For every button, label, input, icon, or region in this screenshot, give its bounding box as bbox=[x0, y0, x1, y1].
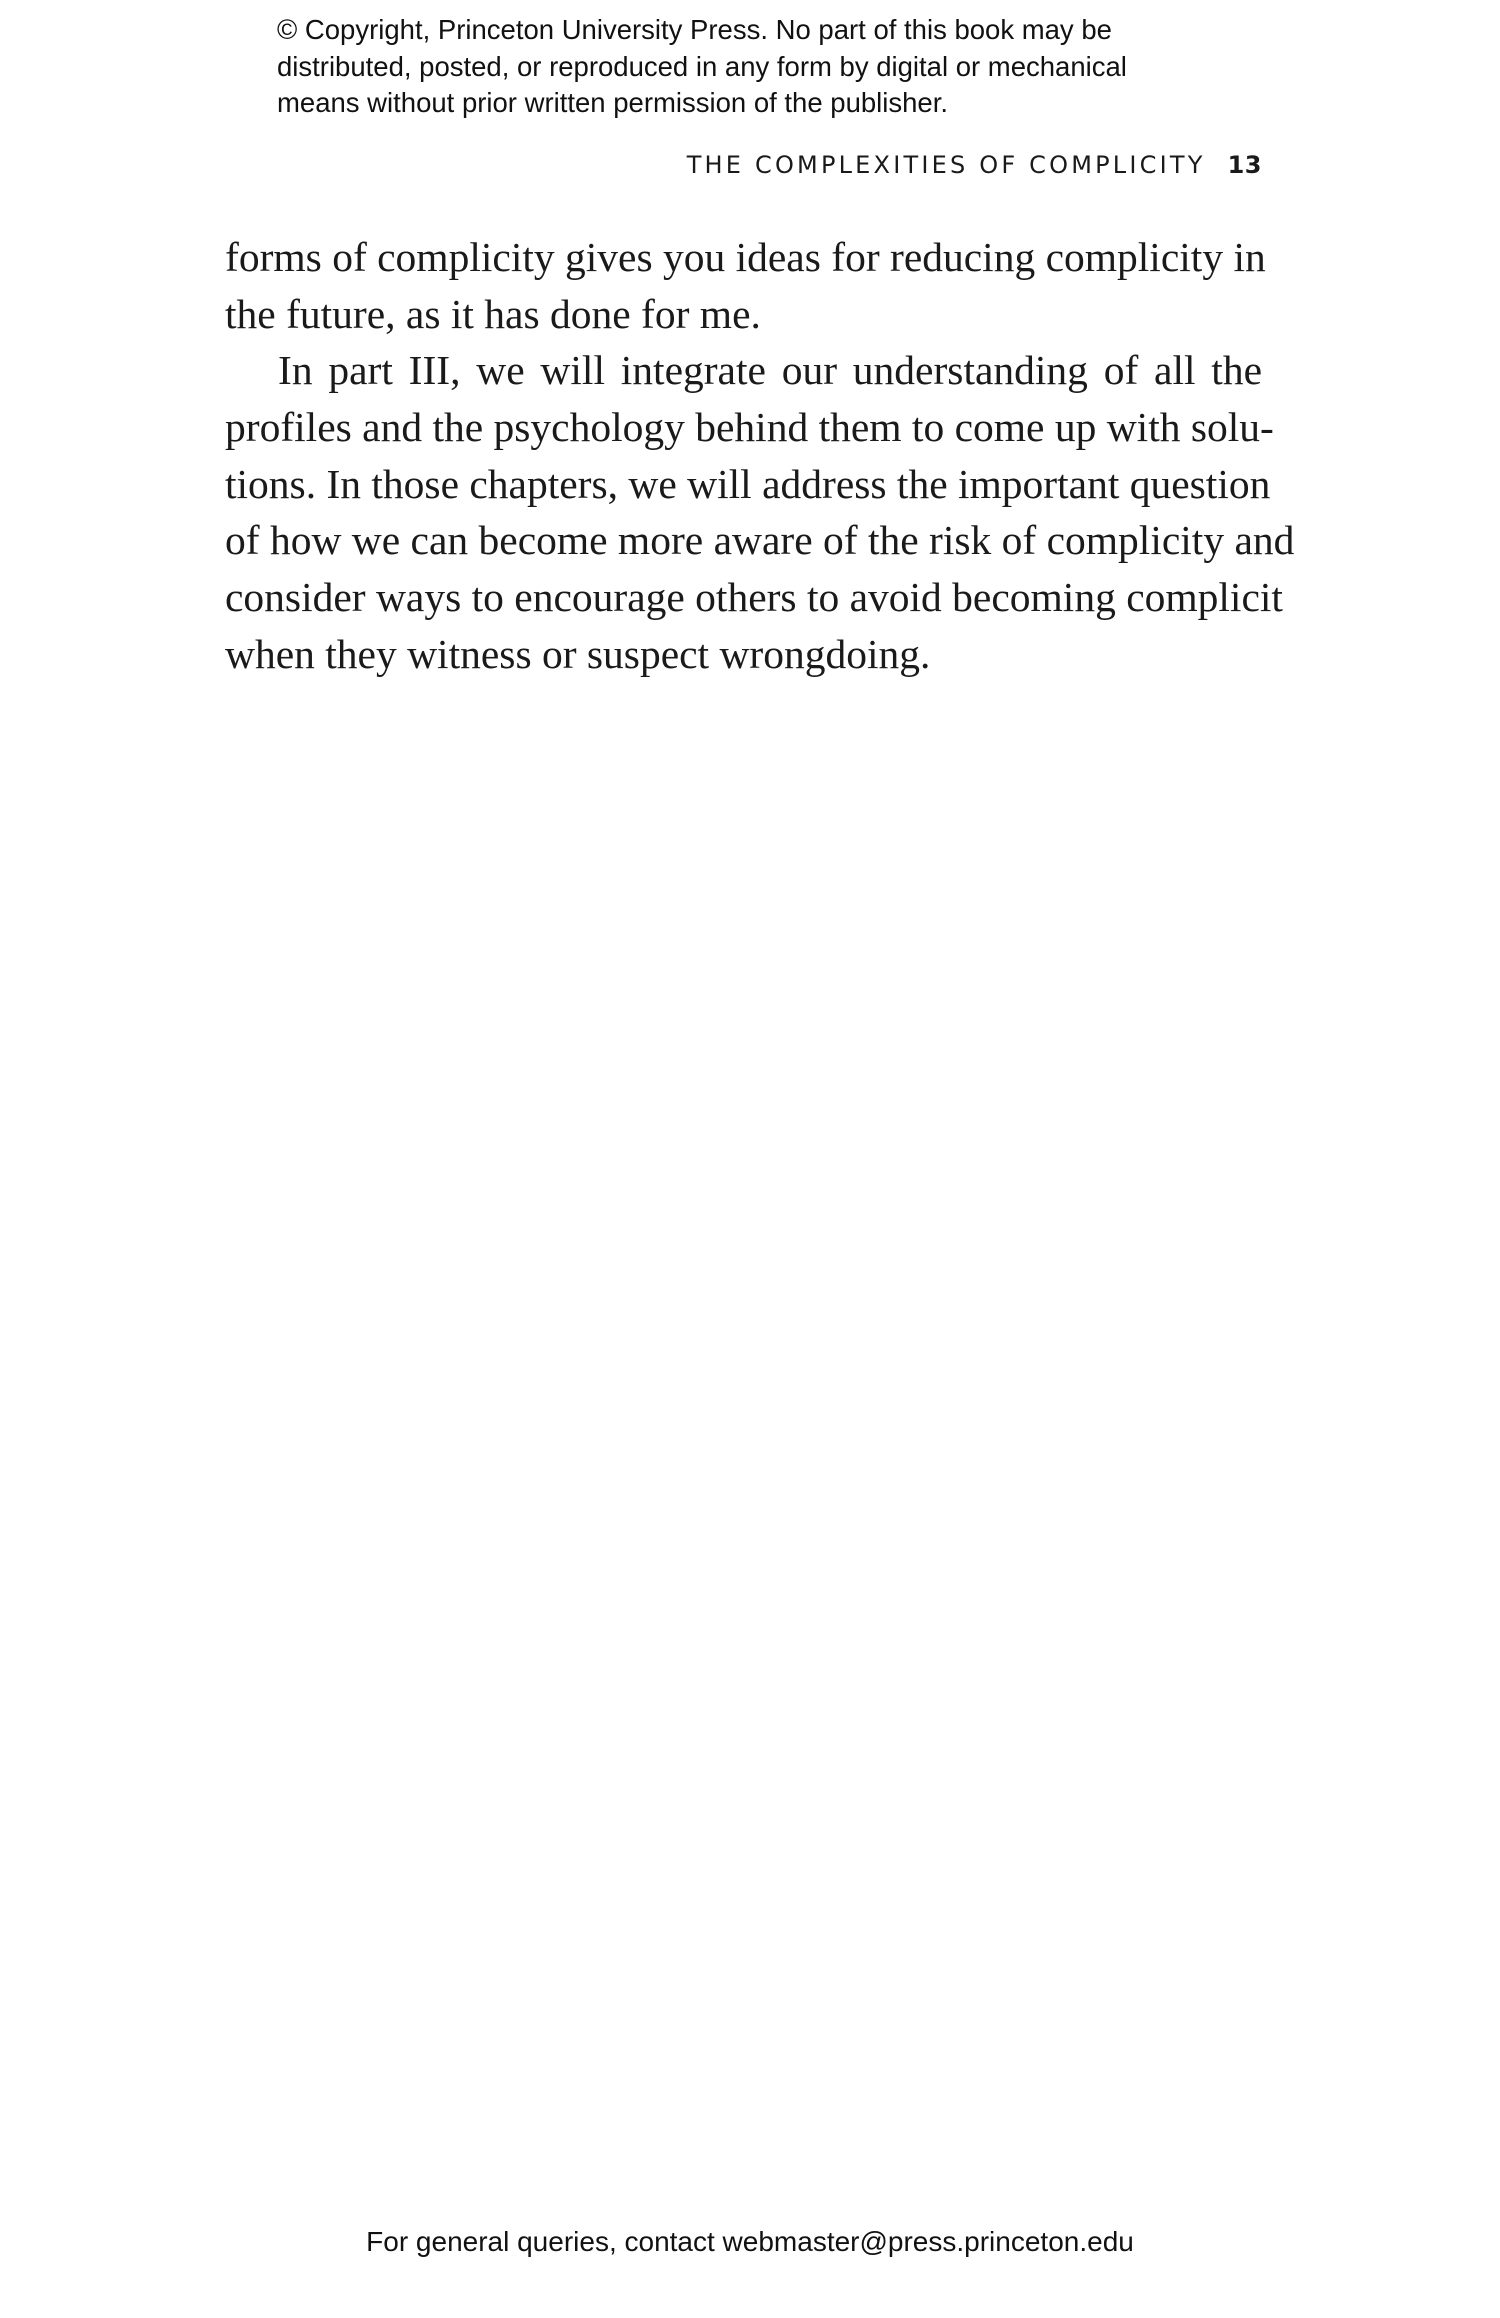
paragraph bbox=[225, 229, 1266, 342]
text-line: profiles and the psychology behind them to come up with solu- bbox=[225, 404, 1274, 451]
text-line: In part III, we will integrate our understanding of all the bbox=[278, 347, 1262, 394]
copyright-line: distributed, posted, or reproduced in any form by digital or mechanical bbox=[277, 50, 1127, 82]
running-head-title: THE COMPLEXITIES OF COMPLICITY bbox=[686, 151, 1206, 179]
copyright-line: © Copyright, Princeton University Press. No part of this book may be bbox=[277, 14, 1112, 45]
text-line: forms of complicity gives you ideas for reducing complicity in bbox=[225, 234, 1266, 280]
text-line: of how we can become more aware of the risk of complicity and bbox=[225, 517, 1295, 564]
body-text bbox=[225, 229, 1295, 683]
text-line: tions. In those chapters, we will address the important question bbox=[225, 460, 1271, 507]
copyright-notice bbox=[277, 12, 1277, 122]
text-line: consider ways to encourage others to avoid becoming complicit bbox=[225, 574, 1283, 621]
page-number: 13 bbox=[1227, 151, 1262, 179]
text-line: when they witness or suspect wrongdoing. bbox=[225, 630, 931, 677]
text-line: the future, as it has done for me. bbox=[225, 290, 761, 337]
footer-contact: For general queries, contact webmaster@press.princeton.edu bbox=[366, 2226, 1134, 2257]
paragraph bbox=[225, 342, 1295, 682]
copyright-line: means without prior written permission of the publisher. bbox=[277, 87, 949, 118]
running-head bbox=[225, 151, 1262, 179]
